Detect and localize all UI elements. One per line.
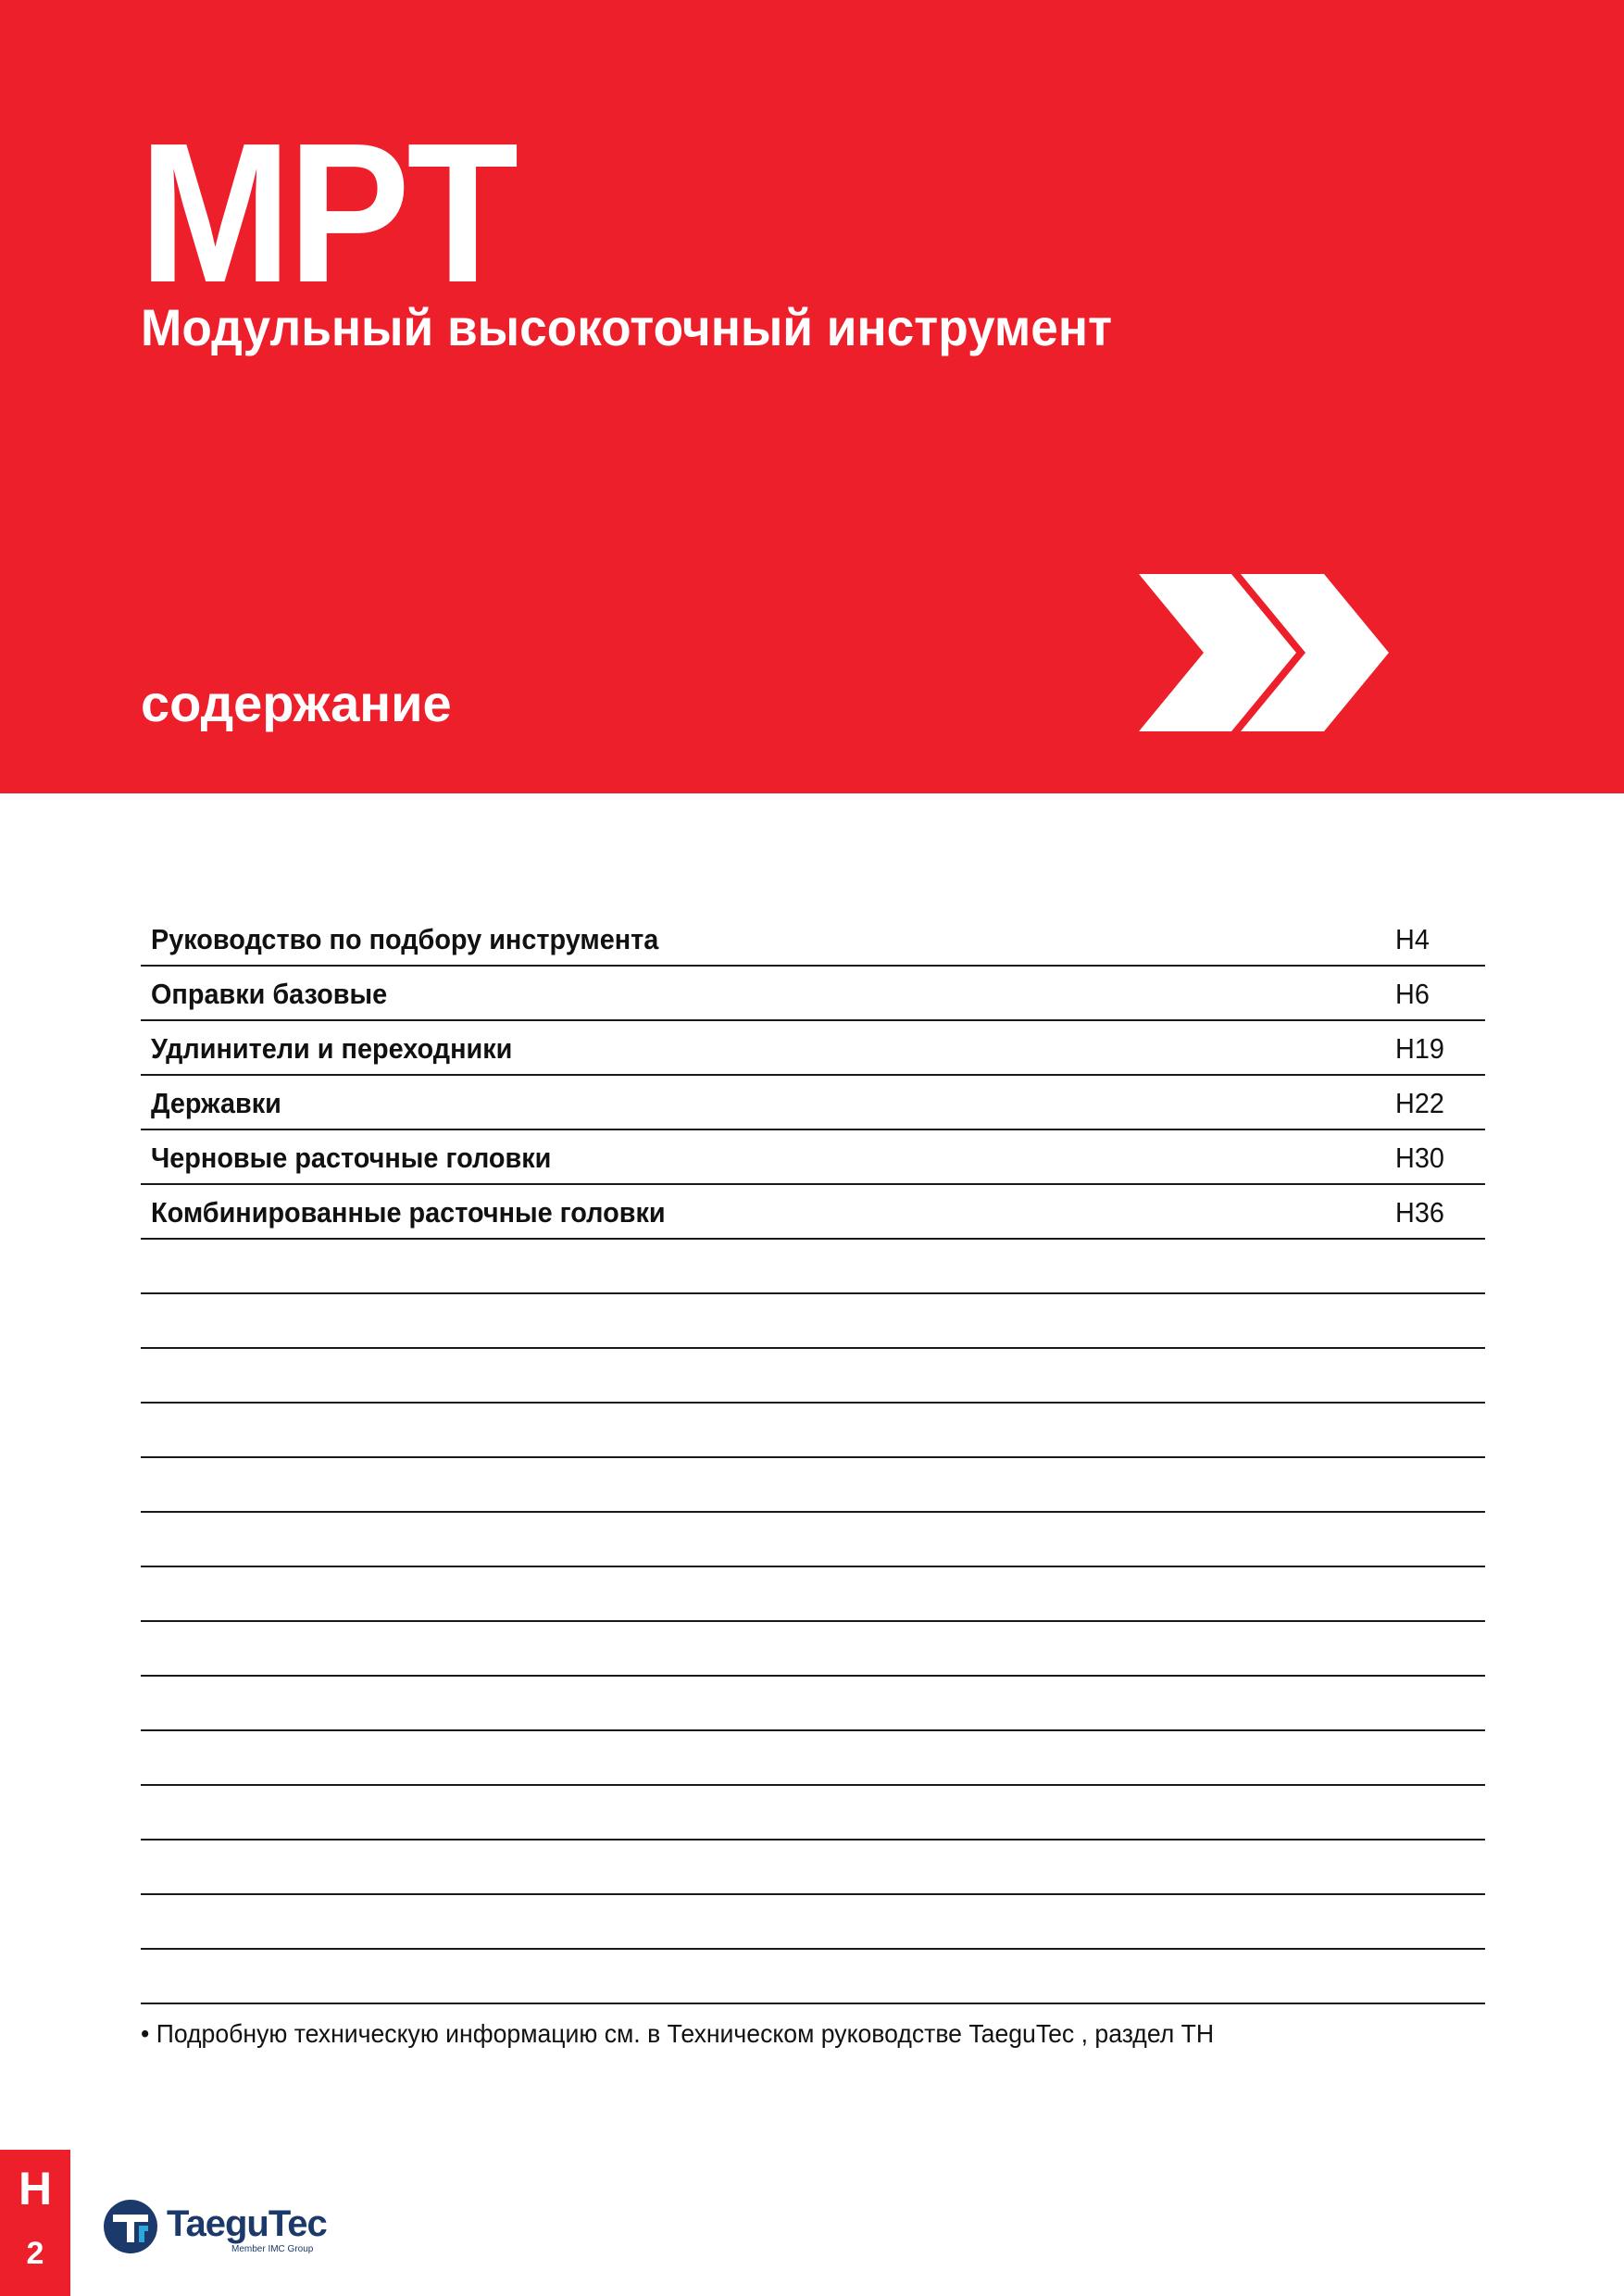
toc-empty-row: [141, 1677, 1485, 1731]
toc-entry-label: Черновые расточные головки: [151, 1142, 552, 1174]
brand-logo: [102, 2198, 352, 2263]
section-tab: [0, 2150, 70, 2296]
section-letter: H: [18, 2163, 53, 2215]
page-number: 2: [26, 2236, 44, 2271]
toc-empty-row: [141, 1841, 1485, 1895]
toc-empty-row: [141, 1404, 1485, 1458]
toc-entry-page: H36: [1395, 1196, 1444, 1229]
toc-entry-page: H19: [1395, 1032, 1444, 1065]
toc-entry-label: Руководство по подбору инструмента: [151, 923, 659, 955]
toc-empty-row: [141, 1349, 1485, 1404]
toc-row[interactable]: [141, 967, 1485, 1021]
double-chevron-right-icon: [1139, 574, 1389, 731]
toc-empty-row: [141, 1895, 1485, 1950]
page-subtitle: Модульный высокоточный инструмент: [141, 298, 1113, 356]
toc-row[interactable]: [141, 912, 1485, 967]
contents-heading: содержание: [141, 674, 452, 732]
toc-entry-label: Удлинители и переходники: [151, 1032, 513, 1065]
footnote: • Подробную техническую информацию см. в Техническом руководстве TaeguTec , раздел TH: [141, 2019, 1215, 2048]
toc-row[interactable]: [141, 1076, 1485, 1130]
toc-entry-label: Державки: [151, 1087, 281, 1119]
toc-empty-row: [141, 1240, 1485, 1294]
toc-empty-row: [141, 1567, 1485, 1622]
toc-entry-page: H22: [1395, 1087, 1444, 1119]
page-title: MPT: [139, 101, 516, 324]
header-banner: [0, 0, 1624, 793]
toc-entry-label: Комбинированные расточные головки: [151, 1196, 666, 1229]
toc-entry-label: Оправки базовые: [151, 978, 388, 1010]
toc-entry-page: H30: [1395, 1142, 1444, 1174]
toc-row[interactable]: [141, 1130, 1485, 1185]
logo-tagline: Member IMC Group: [231, 2244, 314, 2254]
toc-empty-row: [141, 1622, 1485, 1677]
toc-entry-page: H6: [1395, 978, 1430, 1010]
toc-empty-row: [141, 1513, 1485, 1567]
toc-empty-row: [141, 1731, 1485, 1786]
toc-row[interactable]: [141, 1185, 1485, 1240]
taegutec-logo-icon: [102, 2198, 159, 2255]
toc-row[interactable]: [141, 1021, 1485, 1076]
toc-empty-row: [141, 1950, 1485, 2004]
toc-entry-page: H4: [1395, 923, 1430, 955]
table-of-contents: [141, 912, 1485, 2004]
toc-empty-row: [141, 1786, 1485, 1841]
logo-brand-text: TaeguTec: [167, 2203, 327, 2244]
toc-empty-row: [141, 1294, 1485, 1349]
toc-empty-row: [141, 1458, 1485, 1513]
